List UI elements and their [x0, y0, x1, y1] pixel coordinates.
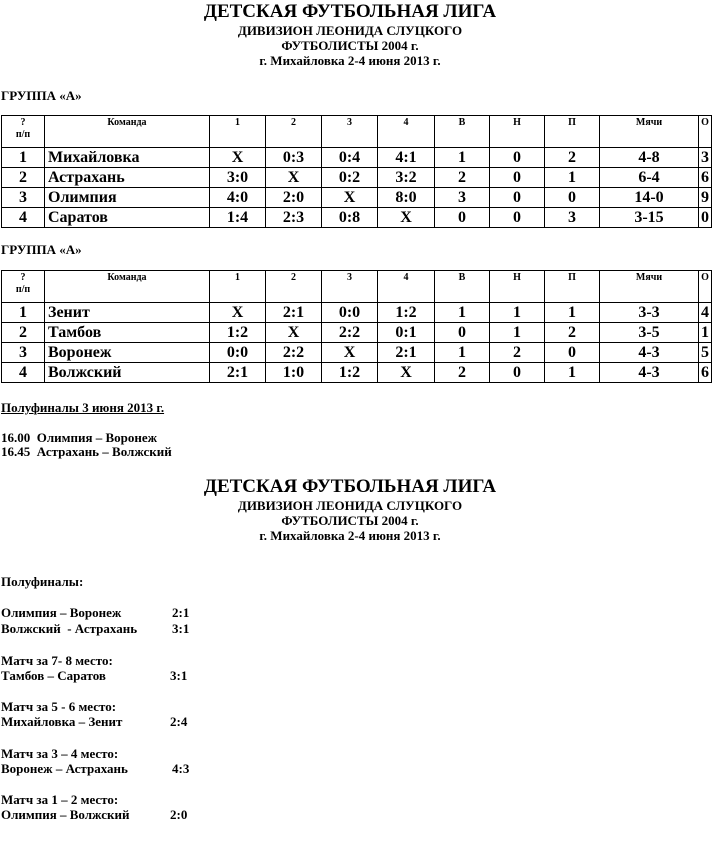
group-table — [1, 115, 712, 228]
cell-col-num: 2 — [2, 323, 45, 343]
header-col-goals: Мячи — [600, 116, 699, 148]
cell-col-points: 0 — [699, 208, 712, 228]
placement-title: Матч за 1 – 2 место: — [1, 792, 119, 807]
cell-col-goals: 3-5 — [600, 323, 699, 343]
semifinals-schedule-title: Полуфиналы 3 июня 2013 г. — [1, 400, 165, 415]
group-label: ГРУППА «А» — [1, 242, 82, 257]
cell-col-losses: 1 — [545, 363, 600, 383]
cell-col-wins: 0 — [435, 208, 490, 228]
table-header-row — [2, 116, 712, 148]
cell-col-goals: 4-3 — [600, 343, 699, 363]
header-col-points: О — [699, 116, 712, 148]
cell-col-1: 0:0 — [210, 343, 266, 363]
header-col-draws: Н — [490, 116, 545, 148]
header-col-team: Команда — [45, 271, 210, 303]
placement-title: Матч за 3 – 4 место: — [1, 746, 119, 761]
cell-col-losses: 0 — [545, 188, 600, 208]
cell-col-wins: 2 — [435, 363, 490, 383]
cell-col-3: 0:4 — [322, 148, 378, 168]
table-row — [2, 343, 712, 363]
cell-col-3: 0:8 — [322, 208, 378, 228]
cell-col-num: 4 — [2, 208, 45, 228]
header-col-draws: Н — [490, 271, 545, 303]
result-match: Воронеж – Астрахань — [1, 761, 128, 776]
cell-col-points: 6 — [699, 363, 712, 383]
cell-col-1: Х — [210, 148, 266, 168]
cell-col-points: 6 — [699, 168, 712, 188]
cell-col-1: 1:2 — [210, 323, 266, 343]
header-col-2: 2 — [266, 271, 322, 303]
semifinals-results-title: Полуфиналы: — [1, 574, 84, 589]
header-col-1: 1 — [210, 271, 266, 303]
schedule-game: 16.45 Астрахань – Волжский — [1, 444, 172, 459]
result-score: 3:1 — [172, 621, 190, 636]
cell-col-wins: 0 — [435, 323, 490, 343]
cell-col-1: 4:0 — [210, 188, 266, 208]
header-col-wins: В — [435, 271, 490, 303]
cell-col-3: 0:0 — [322, 303, 378, 323]
cell-col-4: Х — [378, 208, 435, 228]
header-col-3: 3 — [322, 271, 378, 303]
cell-col-team: Волжский — [45, 363, 210, 383]
cell-col-1: 1:4 — [210, 208, 266, 228]
cell-col-4: 1:2 — [378, 303, 435, 323]
result-score: 2:1 — [172, 605, 190, 620]
cell-col-3: 2:2 — [322, 323, 378, 343]
cell-col-1: Х — [210, 303, 266, 323]
division-name: ДИВИЗИОН ЛЕОНИДА СЛУЦКОГО — [237, 498, 463, 513]
result-match: Олимпия – Волжский — [1, 807, 130, 822]
age-category: ФУТБОЛИСТЫ 2004 г. — [281, 513, 419, 528]
placement-title: Матч за 5 - 6 место: — [1, 699, 117, 714]
cell-col-num: 3 — [2, 188, 45, 208]
table-row — [2, 188, 712, 208]
cell-col-goals: 6-4 — [600, 168, 699, 188]
cell-col-3: 0:2 — [322, 168, 378, 188]
group-table — [1, 270, 712, 383]
result-match: Олимпия – Воронеж — [1, 605, 122, 620]
group-label: ГРУППА «А» — [1, 88, 82, 103]
header-col-points: О — [699, 271, 712, 303]
cell-col-team: Михайловка — [45, 148, 210, 168]
header-col-losses: П — [545, 271, 600, 303]
cell-col-losses: 1 — [545, 168, 600, 188]
division-name: ДИВИЗИОН ЛЕОНИДА СЛУЦКОГО — [237, 23, 463, 38]
cell-col-team: Тамбов — [45, 323, 210, 343]
table-row — [2, 148, 712, 168]
cell-col-draws: 0 — [490, 148, 545, 168]
cell-col-team: Зенит — [45, 303, 210, 323]
header-col-4: 4 — [378, 271, 435, 303]
result-match: Тамбов – Саратов — [1, 668, 106, 683]
result-match: Волжский - Астрахань — [1, 621, 138, 636]
cell-col-draws: 1 — [490, 323, 545, 343]
cell-col-points: 3 — [699, 148, 712, 168]
cell-col-points: 5 — [699, 343, 712, 363]
cell-col-1: 3:0 — [210, 168, 266, 188]
result-score: 2:0 — [170, 807, 188, 822]
cell-col-wins: 3 — [435, 188, 490, 208]
cell-col-team: Саратов — [45, 208, 210, 228]
cell-col-wins: 1 — [435, 303, 490, 323]
cell-col-team: Астрахань — [45, 168, 210, 188]
cell-col-3: Х — [322, 188, 378, 208]
cell-col-4: 0:1 — [378, 323, 435, 343]
cell-col-2: Х — [266, 168, 322, 188]
cell-col-losses: 1 — [545, 303, 600, 323]
table-row — [2, 168, 712, 188]
cell-col-4: 8:0 — [378, 188, 435, 208]
table-row — [2, 208, 712, 228]
table-row — [2, 323, 712, 343]
placement-title: Матч за 7- 8 место: — [1, 653, 113, 668]
cell-col-goals: 4-8 — [600, 148, 699, 168]
header-col-1: 1 — [210, 116, 266, 148]
cell-col-goals: 14-0 — [600, 188, 699, 208]
event-place-date: г. Михайловка 2-4 июня 2013 г. — [259, 528, 441, 543]
league-title: ДЕТСКАЯ ФУТБОЛЬНАЯ ЛИГА — [203, 476, 497, 497]
cell-col-draws: 0 — [490, 188, 545, 208]
header-col-team: Команда — [45, 116, 210, 148]
cell-col-draws: 2 — [490, 343, 545, 363]
cell-col-draws: 0 — [490, 208, 545, 228]
cell-col-2: 0:3 — [266, 148, 322, 168]
cell-col-3: 1:2 — [322, 363, 378, 383]
cell-col-points: 1 — [699, 323, 712, 343]
cell-col-num: 1 — [2, 148, 45, 168]
cell-col-4: Х — [378, 363, 435, 383]
cell-col-losses: 3 — [545, 208, 600, 228]
cell-col-2: 2:3 — [266, 208, 322, 228]
cell-col-draws: 1 — [490, 303, 545, 323]
cell-col-2: 2:0 — [266, 188, 322, 208]
table-row — [2, 363, 712, 383]
header-col-losses: П — [545, 116, 600, 148]
cell-col-4: 4:1 — [378, 148, 435, 168]
cell-col-2: 2:1 — [266, 303, 322, 323]
cell-col-points: 9 — [699, 188, 712, 208]
cell-col-team: Воронеж — [45, 343, 210, 363]
result-score: 3:1 — [170, 668, 188, 683]
cell-col-wins: 1 — [435, 343, 490, 363]
cell-col-losses: 2 — [545, 323, 600, 343]
header-col-4: 4 — [378, 116, 435, 148]
header-col-num: ? п/п — [2, 271, 45, 303]
event-place-date: г. Михайловка 2-4 июня 2013 г. — [259, 53, 441, 68]
table-header-row — [2, 271, 712, 303]
cell-col-2: 2:2 — [266, 343, 322, 363]
header-col-2: 2 — [266, 116, 322, 148]
cell-col-2: Х — [266, 323, 322, 343]
cell-col-draws: 0 — [490, 363, 545, 383]
league-title: ДЕТСКАЯ ФУТБОЛЬНАЯ ЛИГА — [203, 1, 497, 22]
age-category: ФУТБОЛИСТЫ 2004 г. — [281, 38, 419, 53]
cell-col-num: 2 — [2, 168, 45, 188]
cell-col-points: 4 — [699, 303, 712, 323]
table-row — [2, 303, 712, 323]
result-score: 4:3 — [172, 761, 190, 776]
schedule-game: 16.00 Олимпия – Воронеж — [1, 430, 158, 445]
cell-col-1: 2:1 — [210, 363, 266, 383]
cell-col-num: 4 — [2, 363, 45, 383]
header-col-wins: В — [435, 116, 490, 148]
cell-col-losses: 2 — [545, 148, 600, 168]
header-col-num: ? п/п — [2, 116, 45, 148]
header-col-3: 3 — [322, 116, 378, 148]
cell-col-3: Х — [322, 343, 378, 363]
cell-col-goals: 3-15 — [600, 208, 699, 228]
result-score: 2:4 — [170, 714, 188, 729]
cell-col-4: 3:2 — [378, 168, 435, 188]
cell-col-goals: 4-3 — [600, 363, 699, 383]
cell-col-draws: 0 — [490, 168, 545, 188]
cell-col-2: 1:0 — [266, 363, 322, 383]
result-match: Михайловка – Зенит — [1, 714, 123, 729]
cell-col-team: Олимпия — [45, 188, 210, 208]
cell-col-wins: 1 — [435, 148, 490, 168]
cell-col-wins: 2 — [435, 168, 490, 188]
cell-col-goals: 3-3 — [600, 303, 699, 323]
header-col-goals: Мячи — [600, 271, 699, 303]
cell-col-num: 1 — [2, 303, 45, 323]
cell-col-4: 2:1 — [378, 343, 435, 363]
cell-col-num: 3 — [2, 343, 45, 363]
cell-col-losses: 0 — [545, 343, 600, 363]
